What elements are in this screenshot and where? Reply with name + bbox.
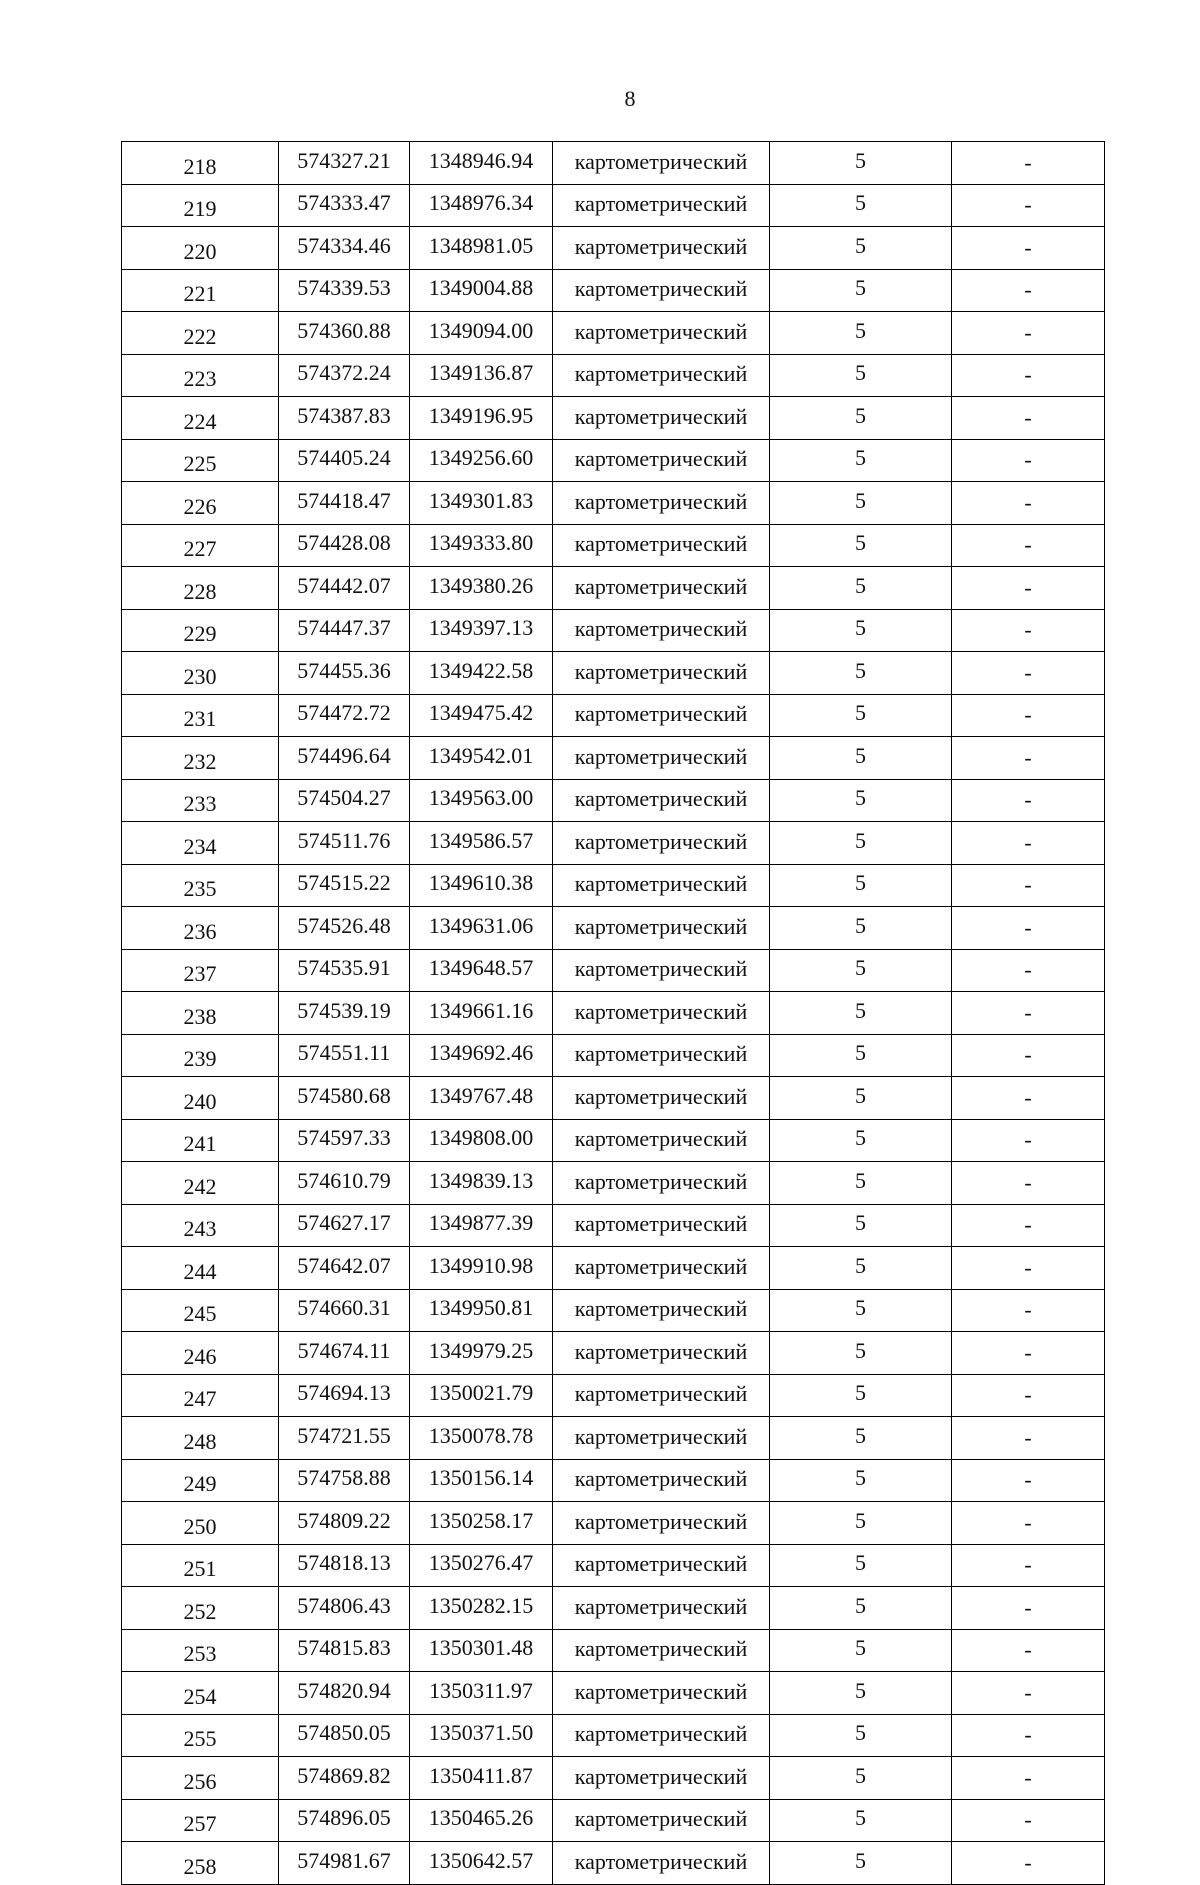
point-number-cell: 242 [122,1162,279,1205]
table-row [122,949,1105,992]
table-row [122,779,1105,822]
y-coordinate-cell: 1349586.57 [410,822,553,865]
x-coordinate-cell: 574721.55 [279,1417,410,1460]
point-number-cell: 221 [122,269,279,312]
point-number-cell: 223 [122,354,279,397]
x-coordinate-cell: 574511.76 [279,822,410,865]
x-coordinate-cell: 574809.22 [279,1502,410,1545]
note-cell: - [952,652,1105,695]
y-coordinate-cell: 1349004.88 [410,269,553,312]
point-number-cell: 224 [122,397,279,440]
x-coordinate-cell: 574405.24 [279,439,410,482]
note-cell: - [952,1162,1105,1205]
method-cell: картометрический [553,1034,770,1077]
accuracy-cell: 5 [770,312,952,355]
accuracy-cell: 5 [770,864,952,907]
point-number-cell: 257 [122,1799,279,1842]
x-coordinate-cell: 574758.88 [279,1459,410,1502]
x-coordinate-cell: 574535.91 [279,949,410,992]
accuracy-cell: 5 [770,992,952,1035]
y-coordinate-cell: 1350021.79 [410,1374,553,1417]
x-coordinate-cell: 574333.47 [279,184,410,227]
note-cell: - [952,1417,1105,1460]
table-row [122,1289,1105,1332]
x-coordinate-cell: 574597.33 [279,1119,410,1162]
point-number-cell: 255 [122,1714,279,1757]
table-row [122,1162,1105,1205]
y-coordinate-cell: 1350276.47 [410,1544,553,1587]
x-coordinate-cell: 574981.67 [279,1842,410,1885]
method-cell: картометрический [553,397,770,440]
note-cell: - [952,1799,1105,1842]
note-cell: - [952,439,1105,482]
point-number-cell: 232 [122,737,279,780]
note-cell: - [952,482,1105,525]
note-cell: - [952,949,1105,992]
x-coordinate-cell: 574428.08 [279,524,410,567]
method-cell: картометрический [553,312,770,355]
point-number-cell: 226 [122,482,279,525]
note-cell: - [952,227,1105,270]
y-coordinate-cell: 1348981.05 [410,227,553,270]
y-coordinate-cell: 1349563.00 [410,779,553,822]
y-coordinate-cell: 1349839.13 [410,1162,553,1205]
method-cell: картометрический [553,1629,770,1672]
method-cell: картометрический [553,1672,770,1715]
point-number-cell: 234 [122,822,279,865]
accuracy-cell: 5 [770,1374,952,1417]
x-coordinate-cell: 574447.37 [279,609,410,652]
method-cell: картометрический [553,652,770,695]
point-number-cell: 245 [122,1289,279,1332]
table-row [122,439,1105,482]
point-number-cell: 250 [122,1502,279,1545]
method-cell: картометрический [553,1289,770,1332]
accuracy-cell: 5 [770,1204,952,1247]
note-cell: - [952,1119,1105,1162]
y-coordinate-cell: 1349422.58 [410,652,553,695]
note-cell: - [952,864,1105,907]
point-number-cell: 256 [122,1757,279,1800]
x-coordinate-cell: 574504.27 [279,779,410,822]
note-cell: - [952,1714,1105,1757]
table-row [122,354,1105,397]
note-cell: - [952,312,1105,355]
accuracy-cell: 5 [770,737,952,780]
table-row [122,992,1105,1035]
note-cell: - [952,567,1105,610]
note-cell: - [952,1502,1105,1545]
accuracy-cell: 5 [770,184,952,227]
accuracy-cell: 5 [770,822,952,865]
table-row [122,1799,1105,1842]
point-number-cell: 231 [122,694,279,737]
table-row [122,737,1105,780]
x-coordinate-cell: 574896.05 [279,1799,410,1842]
accuracy-cell: 5 [770,1034,952,1077]
accuracy-cell: 5 [770,1119,952,1162]
accuracy-cell: 5 [770,1417,952,1460]
x-coordinate-cell: 574869.82 [279,1757,410,1800]
x-coordinate-cell: 574642.07 [279,1247,410,1290]
accuracy-cell: 5 [770,524,952,567]
y-coordinate-cell: 1349301.83 [410,482,553,525]
x-coordinate-cell: 574818.13 [279,1544,410,1587]
accuracy-cell: 5 [770,949,952,992]
method-cell: картометрический [553,1332,770,1375]
x-coordinate-cell: 574496.64 [279,737,410,780]
point-number-cell: 247 [122,1374,279,1417]
accuracy-cell: 5 [770,1502,952,1545]
note-cell: - [952,822,1105,865]
table-row [122,1757,1105,1800]
accuracy-cell: 5 [770,1587,952,1630]
note-cell: - [952,1842,1105,1885]
note-cell: - [952,609,1105,652]
table-row [122,1204,1105,1247]
point-number-cell: 254 [122,1672,279,1715]
table-row [122,269,1105,312]
x-coordinate-cell: 574327.21 [279,142,410,185]
note-cell: - [952,992,1105,1035]
note-cell: - [952,1757,1105,1800]
point-number-cell: 228 [122,567,279,610]
point-number-cell: 218 [122,142,279,185]
note-cell: - [952,1247,1105,1290]
method-cell: картометрический [553,1544,770,1587]
method-cell: картометрический [553,779,770,822]
method-cell: картометрический [553,354,770,397]
table-row [122,1374,1105,1417]
x-coordinate-cell: 574418.47 [279,482,410,525]
note-cell: - [952,1459,1105,1502]
method-cell: картометрический [553,694,770,737]
x-coordinate-cell: 574610.79 [279,1162,410,1205]
note-cell: - [952,1587,1105,1630]
x-coordinate-cell: 574806.43 [279,1587,410,1630]
accuracy-cell: 5 [770,1459,952,1502]
point-number-cell: 241 [122,1119,279,1162]
y-coordinate-cell: 1349692.46 [410,1034,553,1077]
method-cell: картометрический [553,737,770,780]
accuracy-cell: 5 [770,227,952,270]
x-coordinate-cell: 574339.53 [279,269,410,312]
y-coordinate-cell: 1349808.00 [410,1119,553,1162]
x-coordinate-cell: 574442.07 [279,567,410,610]
x-coordinate-cell: 574694.13 [279,1374,410,1417]
accuracy-cell: 5 [770,1799,952,1842]
accuracy-cell: 5 [770,1842,952,1885]
table-row [122,907,1105,950]
point-number-cell: 258 [122,1842,279,1885]
note-cell: - [952,1332,1105,1375]
point-number-cell: 233 [122,779,279,822]
accuracy-cell: 5 [770,142,952,185]
table-row [122,1332,1105,1375]
method-cell: картометрический [553,567,770,610]
table-body [122,142,1105,1885]
method-cell: картометрический [553,184,770,227]
accuracy-cell: 5 [770,269,952,312]
accuracy-cell: 5 [770,1672,952,1715]
x-coordinate-cell: 574539.19 [279,992,410,1035]
y-coordinate-cell: 1349610.38 [410,864,553,907]
accuracy-cell: 5 [770,397,952,440]
x-coordinate-cell: 574627.17 [279,1204,410,1247]
method-cell: картометрический [553,1799,770,1842]
y-coordinate-cell: 1349950.81 [410,1289,553,1332]
note-cell: - [952,1374,1105,1417]
method-cell: картометрический [553,992,770,1035]
y-coordinate-cell: 1349661.16 [410,992,553,1035]
point-number-cell: 219 [122,184,279,227]
table-row [122,864,1105,907]
y-coordinate-cell: 1350642.57 [410,1842,553,1885]
accuracy-cell: 5 [770,567,952,610]
x-coordinate-cell: 574850.05 [279,1714,410,1757]
x-coordinate-cell: 574455.36 [279,652,410,695]
point-number-cell: 235 [122,864,279,907]
accuracy-cell: 5 [770,1757,952,1800]
y-coordinate-cell: 1349475.42 [410,694,553,737]
page-number: 8 [624,86,636,111]
table-row [122,1247,1105,1290]
note-cell: - [952,1289,1105,1332]
note-cell: - [952,397,1105,440]
method-cell: картометрический [553,1417,770,1460]
method-cell: картометрический [553,1502,770,1545]
x-coordinate-cell: 574820.94 [279,1672,410,1715]
table-row [122,1587,1105,1630]
accuracy-cell: 5 [770,1247,952,1290]
method-cell: картометрический [553,1374,770,1417]
table-row [122,1544,1105,1587]
y-coordinate-cell: 1349877.39 [410,1204,553,1247]
point-number-cell: 227 [122,524,279,567]
point-number-cell: 252 [122,1587,279,1630]
method-cell: картометрический [553,907,770,950]
point-number-cell: 240 [122,1077,279,1120]
method-cell: картометрический [553,949,770,992]
point-number-cell: 249 [122,1459,279,1502]
y-coordinate-cell: 1350371.50 [410,1714,553,1757]
y-coordinate-cell: 1349648.57 [410,949,553,992]
x-coordinate-cell: 574660.31 [279,1289,410,1332]
table-row [122,1119,1105,1162]
y-coordinate-cell: 1349136.87 [410,354,553,397]
accuracy-cell: 5 [770,354,952,397]
y-coordinate-cell: 1350156.14 [410,1459,553,1502]
table-row [122,184,1105,227]
y-coordinate-cell: 1350465.26 [410,1799,553,1842]
point-number-cell: 220 [122,227,279,270]
point-number-cell: 238 [122,992,279,1035]
note-cell: - [952,1204,1105,1247]
method-cell: картометрический [553,1119,770,1162]
y-coordinate-cell: 1349397.13 [410,609,553,652]
coordinates-table [121,141,1105,1885]
x-coordinate-cell: 574360.88 [279,312,410,355]
y-coordinate-cell: 1349910.98 [410,1247,553,1290]
table-row [122,1672,1105,1715]
table-row [122,397,1105,440]
table-row [122,1502,1105,1545]
x-coordinate-cell: 574551.11 [279,1034,410,1077]
table-row [122,1714,1105,1757]
y-coordinate-cell: 1350282.15 [410,1587,553,1630]
accuracy-cell: 5 [770,779,952,822]
point-number-cell: 248 [122,1417,279,1460]
accuracy-cell: 5 [770,694,952,737]
table-row [122,822,1105,865]
note-cell: - [952,1629,1105,1672]
note-cell: - [952,1672,1105,1715]
accuracy-cell: 5 [770,439,952,482]
point-number-cell: 246 [122,1332,279,1375]
y-coordinate-cell: 1350078.78 [410,1417,553,1460]
x-coordinate-cell: 574515.22 [279,864,410,907]
table-row [122,694,1105,737]
table-row [122,567,1105,610]
point-number-cell: 251 [122,1544,279,1587]
table-row [122,524,1105,567]
table-row [122,1842,1105,1885]
x-coordinate-cell: 574526.48 [279,907,410,950]
note-cell: - [952,142,1105,185]
method-cell: картометрический [553,142,770,185]
table-row [122,227,1105,270]
accuracy-cell: 5 [770,907,952,950]
table-row [122,312,1105,355]
x-coordinate-cell: 574387.83 [279,397,410,440]
point-number-cell: 236 [122,907,279,950]
note-cell: - [952,269,1105,312]
note-cell: - [952,907,1105,950]
table-row [122,1077,1105,1120]
note-cell: - [952,1077,1105,1120]
table-row [122,482,1105,525]
note-cell: - [952,524,1105,567]
y-coordinate-cell: 1348946.94 [410,142,553,185]
note-cell: - [952,779,1105,822]
method-cell: картометрический [553,524,770,567]
method-cell: картометрический [553,1204,770,1247]
y-coordinate-cell: 1349631.06 [410,907,553,950]
x-coordinate-cell: 574815.83 [279,1629,410,1672]
method-cell: картометрический [553,1247,770,1290]
y-coordinate-cell: 1349979.25 [410,1332,553,1375]
x-coordinate-cell: 574372.24 [279,354,410,397]
point-number-cell: 225 [122,439,279,482]
accuracy-cell: 5 [770,1629,952,1672]
method-cell: картометрический [553,1842,770,1885]
accuracy-cell: 5 [770,1077,952,1120]
method-cell: картометрический [553,1587,770,1630]
table-row [122,652,1105,695]
method-cell: картометрический [553,269,770,312]
note-cell: - [952,1544,1105,1587]
method-cell: картометрический [553,439,770,482]
accuracy-cell: 5 [770,1544,952,1587]
note-cell: - [952,1034,1105,1077]
point-number-cell: 239 [122,1034,279,1077]
method-cell: картометрический [553,1162,770,1205]
table-row [122,1629,1105,1672]
method-cell: картометрический [553,1077,770,1120]
accuracy-cell: 5 [770,1714,952,1757]
x-coordinate-cell: 574580.68 [279,1077,410,1120]
x-coordinate-cell: 574472.72 [279,694,410,737]
y-coordinate-cell: 1350311.97 [410,1672,553,1715]
point-number-cell: 229 [122,609,279,652]
point-number-cell: 243 [122,1204,279,1247]
table-row [122,1459,1105,1502]
y-coordinate-cell: 1349333.80 [410,524,553,567]
note-cell: - [952,694,1105,737]
y-coordinate-cell: 1350411.87 [410,1757,553,1800]
method-cell: картометрический [553,227,770,270]
method-cell: картометрический [553,1714,770,1757]
table-row [122,142,1105,185]
y-coordinate-cell: 1349380.26 [410,567,553,610]
accuracy-cell: 5 [770,652,952,695]
point-number-cell: 237 [122,949,279,992]
y-coordinate-cell: 1348976.34 [410,184,553,227]
y-coordinate-cell: 1350258.17 [410,1502,553,1545]
table-row [122,1034,1105,1077]
method-cell: картометрический [553,609,770,652]
y-coordinate-cell: 1350301.48 [410,1629,553,1672]
note-cell: - [952,184,1105,227]
y-coordinate-cell: 1349767.48 [410,1077,553,1120]
method-cell: картометрический [553,864,770,907]
point-number-cell: 230 [122,652,279,695]
accuracy-cell: 5 [770,1332,952,1375]
method-cell: картометрический [553,1757,770,1800]
table-row [122,609,1105,652]
y-coordinate-cell: 1349196.95 [410,397,553,440]
method-cell: картометрический [553,1459,770,1502]
point-number-cell: 253 [122,1629,279,1672]
table-row [122,1417,1105,1460]
y-coordinate-cell: 1349542.01 [410,737,553,780]
x-coordinate-cell: 574674.11 [279,1332,410,1375]
x-coordinate-cell: 574334.46 [279,227,410,270]
point-number-cell: 222 [122,312,279,355]
note-cell: - [952,737,1105,780]
method-cell: картометрический [553,482,770,525]
accuracy-cell: 5 [770,609,952,652]
accuracy-cell: 5 [770,1289,952,1332]
note-cell: - [952,354,1105,397]
point-number-cell: 244 [122,1247,279,1290]
method-cell: картометрический [553,822,770,865]
accuracy-cell: 5 [770,1162,952,1205]
accuracy-cell: 5 [770,482,952,525]
y-coordinate-cell: 1349256.60 [410,439,553,482]
y-coordinate-cell: 1349094.00 [410,312,553,355]
